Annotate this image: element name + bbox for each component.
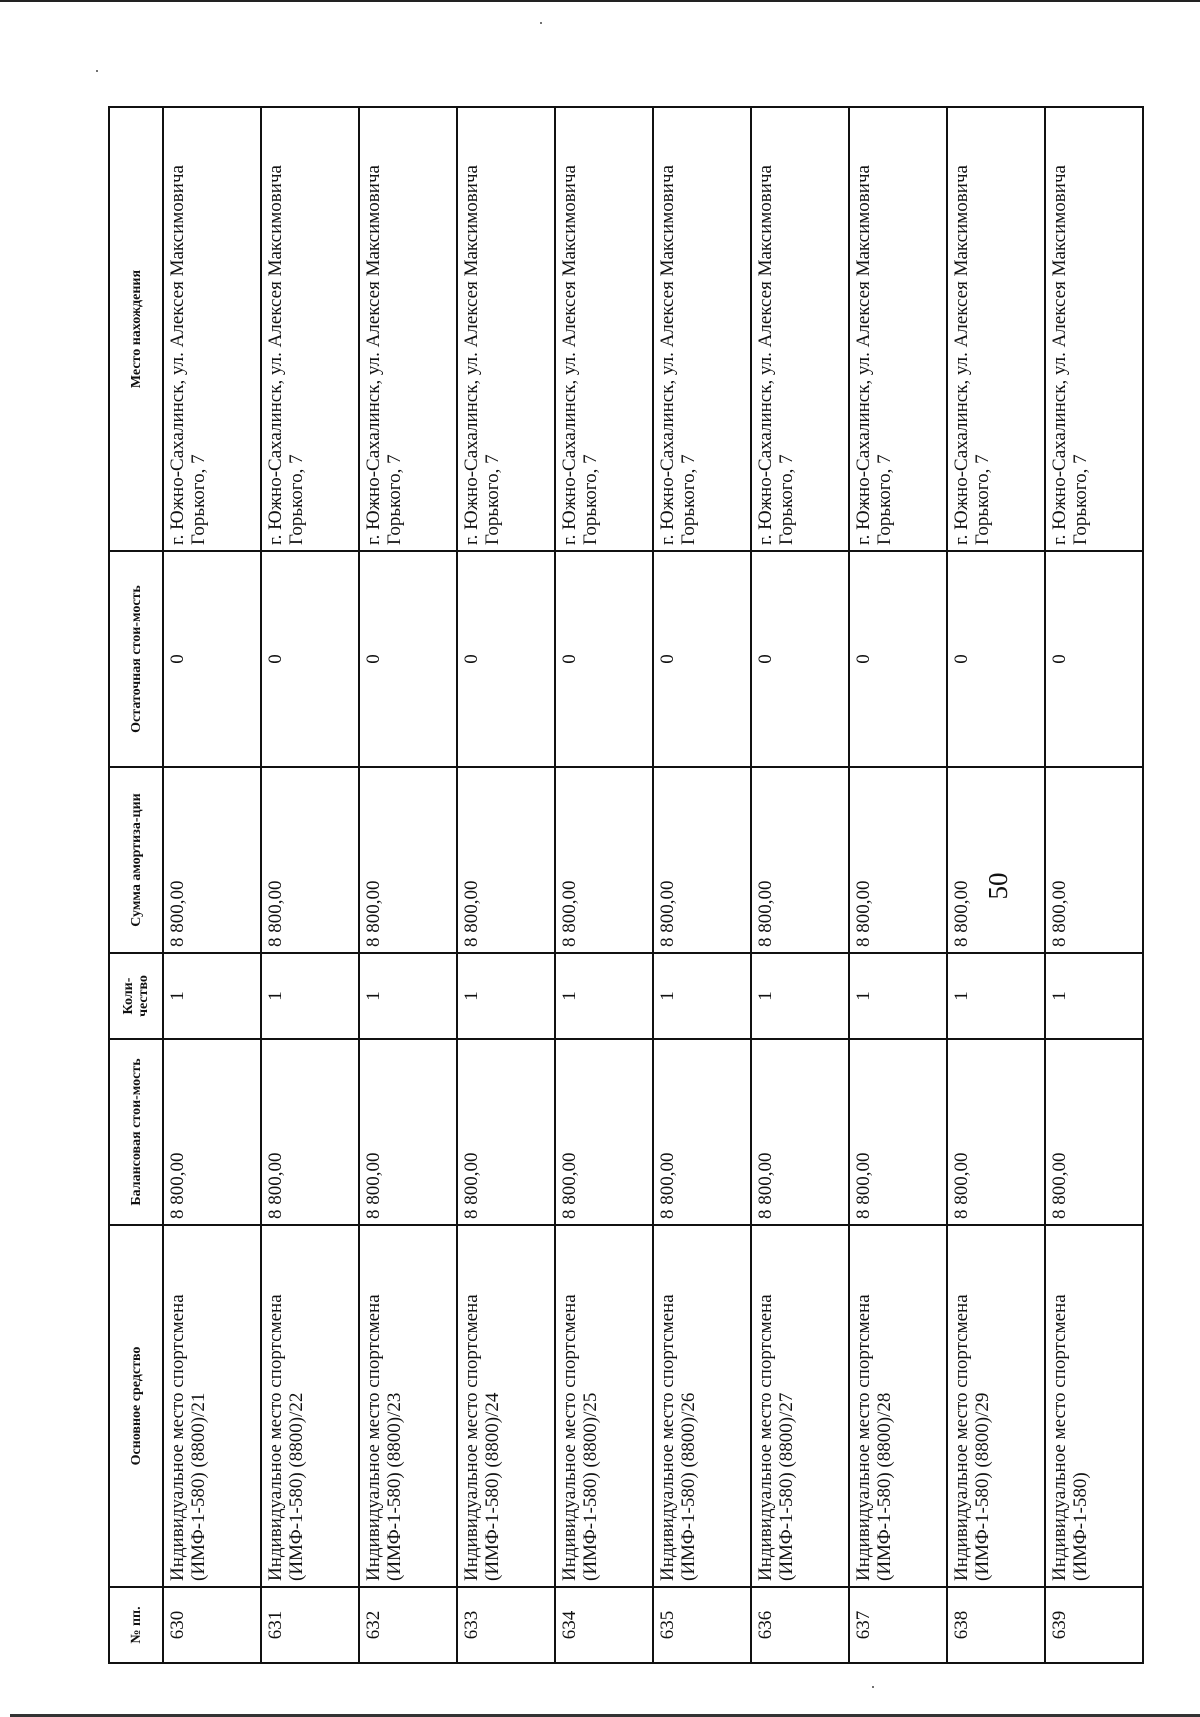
- cell-book-value: 8 800,00: [555, 1039, 653, 1225]
- cell-num: 636: [751, 1587, 849, 1663]
- cell-asset: Индивидуальное место спортсмена (ИМФ-1-580) (8800)/27: [751, 1225, 849, 1587]
- table-row: [555, 107, 653, 1663]
- header-location: Место нахождения: [109, 107, 163, 551]
- scan-speck: [872, 1686, 874, 1688]
- cell-depreciation: 8 800,00: [555, 767, 653, 953]
- cell-num: 635: [653, 1587, 751, 1663]
- cell-book-value: 8 800,00: [457, 1039, 555, 1225]
- cell-residual: 0: [751, 551, 849, 767]
- cell-quantity: 1: [947, 953, 1045, 1039]
- cell-num: 630: [163, 1587, 261, 1663]
- cell-depreciation: 8 800,00: [457, 767, 555, 953]
- table-row: [947, 107, 1045, 1663]
- cell-book-value: 8 800,00: [653, 1039, 751, 1225]
- rotated-page: [108, 108, 1091, 1664]
- cell-location: г. Южно-Сахалинск, ул. Алексея Максимовича Горького, 7: [261, 107, 359, 551]
- scan-edge-top: [0, 0, 1200, 2]
- cell-asset: Индивидуальное место спортсмена (ИМФ-1-580) (8800)/23: [359, 1225, 457, 1587]
- cell-quantity: 1: [359, 953, 457, 1039]
- header-residual: Остаточная стои-мость: [109, 551, 163, 767]
- scan-speck: [96, 70, 98, 72]
- cell-residual: 0: [555, 551, 653, 767]
- cell-book-value: 8 800,00: [947, 1039, 1045, 1225]
- cell-residual: 0: [163, 551, 261, 767]
- cell-book-value: 8 800,00: [359, 1039, 457, 1225]
- header-depreciation: Сумма амортиза-ции: [109, 767, 163, 953]
- table-row: [1045, 107, 1143, 1663]
- table-row: [751, 107, 849, 1663]
- cell-asset: Индивидуальное место спортсмена (ИМФ-1-580) (8800)/29: [947, 1225, 1045, 1587]
- cell-residual: 0: [849, 551, 947, 767]
- cell-quantity: 1: [457, 953, 555, 1039]
- cell-residual: 0: [653, 551, 751, 767]
- cell-num: 632: [359, 1587, 457, 1663]
- cell-residual: 0: [947, 551, 1045, 767]
- cell-asset: Индивидуальное место спортсмена (ИМФ-1-580) (8800)/25: [555, 1225, 653, 1587]
- page-number: 50: [983, 872, 1013, 900]
- table-row: [849, 107, 947, 1663]
- cell-location: г. Южно-Сахалинск, ул. Алексея Максимовича Горького, 7: [555, 107, 653, 551]
- cell-asset: Индивидуальное место спортсмена (ИМФ-1-580) (8800)/26: [653, 1225, 751, 1587]
- cell-depreciation: 8 800,00: [653, 767, 751, 953]
- table-row: [359, 107, 457, 1663]
- cell-location: г. Южно-Сахалинск, ул. Алексея Максимовича Горького, 7: [457, 107, 555, 551]
- cell-depreciation: 8 800,00: [849, 767, 947, 953]
- cell-quantity: 1: [261, 953, 359, 1039]
- assets-table: [108, 106, 1144, 1664]
- cell-depreciation: 8 800,00: [1045, 767, 1143, 953]
- cell-quantity: 1: [653, 953, 751, 1039]
- cell-asset: Индивидуальное место спортсмена (ИМФ-1-580): [1045, 1225, 1143, 1587]
- cell-quantity: 1: [555, 953, 653, 1039]
- cell-quantity: 1: [163, 953, 261, 1039]
- cell-book-value: 8 800,00: [1045, 1039, 1143, 1225]
- cell-residual: 0: [359, 551, 457, 767]
- cell-book-value: 8 800,00: [849, 1039, 947, 1225]
- cell-quantity: 1: [1045, 953, 1143, 1039]
- cell-book-value: 8 800,00: [261, 1039, 359, 1225]
- cell-asset: Индивидуальное место спортсмена (ИМФ-1-580) (8800)/24: [457, 1225, 555, 1587]
- cell-quantity: 1: [751, 953, 849, 1039]
- header-num: № пп.: [109, 1587, 163, 1663]
- cell-residual: 0: [261, 551, 359, 767]
- cell-book-value: 8 800,00: [751, 1039, 849, 1225]
- scan-speck: [540, 22, 542, 24]
- cell-depreciation: 8 800,00: [163, 767, 261, 953]
- cell-location: г. Южно-Сахалинск, ул. Алексея Максимовича Горького, 7: [653, 107, 751, 551]
- table-row: [653, 107, 751, 1663]
- cell-num: 639: [1045, 1587, 1143, 1663]
- cell-location: г. Южно-Сахалинск, ул. Алексея Максимовича Горького, 7: [947, 107, 1045, 551]
- cell-asset: Индивидуальное место спортсмена (ИМФ-1-580) (8800)/21: [163, 1225, 261, 1587]
- cell-book-value: 8 800,00: [163, 1039, 261, 1225]
- cell-depreciation: 8 800,00: [751, 767, 849, 953]
- table-row: [457, 107, 555, 1663]
- table-row: [163, 107, 261, 1663]
- header-quantity: Коли-чество: [109, 953, 163, 1039]
- header-asset: Основное средство: [109, 1225, 163, 1587]
- cell-num: 631: [261, 1587, 359, 1663]
- cell-num: 637: [849, 1587, 947, 1663]
- header-book-value: Балансовая стои-мость: [109, 1039, 163, 1225]
- cell-num: 638: [947, 1587, 1045, 1663]
- cell-location: г. Южно-Сахалинск, ул. Алексея Максимовича Горького, 7: [1045, 107, 1143, 551]
- table-row: [261, 107, 359, 1663]
- cell-location: г. Южно-Сахалинск, ул. Алексея Максимовича Горького, 7: [359, 107, 457, 551]
- cell-depreciation: 8 800,00: [261, 767, 359, 953]
- cell-depreciation: 8 800,00: [947, 767, 1045, 953]
- cell-quantity: 1: [849, 953, 947, 1039]
- cell-num: 634: [555, 1587, 653, 1663]
- cell-num: 633: [457, 1587, 555, 1663]
- cell-residual: 0: [1045, 551, 1143, 767]
- table-header-row: [109, 107, 163, 1663]
- cell-location: г. Южно-Сахалинск, ул. Алексея Максимовича Горького, 7: [751, 107, 849, 551]
- cell-location: г. Южно-Сахалинск, ул. Алексея Максимовича Горького, 7: [163, 107, 261, 551]
- cell-asset: Индивидуальное место спортсмена (ИМФ-1-580) (8800)/22: [261, 1225, 359, 1587]
- cell-residual: 0: [457, 551, 555, 767]
- cell-location: г. Южно-Сахалинск, ул. Алексея Максимовича Горького, 7: [849, 107, 947, 551]
- cell-asset: Индивидуальное место спортсмена (ИМФ-1-580) (8800)/28: [849, 1225, 947, 1587]
- cell-depreciation: 8 800,00: [359, 767, 457, 953]
